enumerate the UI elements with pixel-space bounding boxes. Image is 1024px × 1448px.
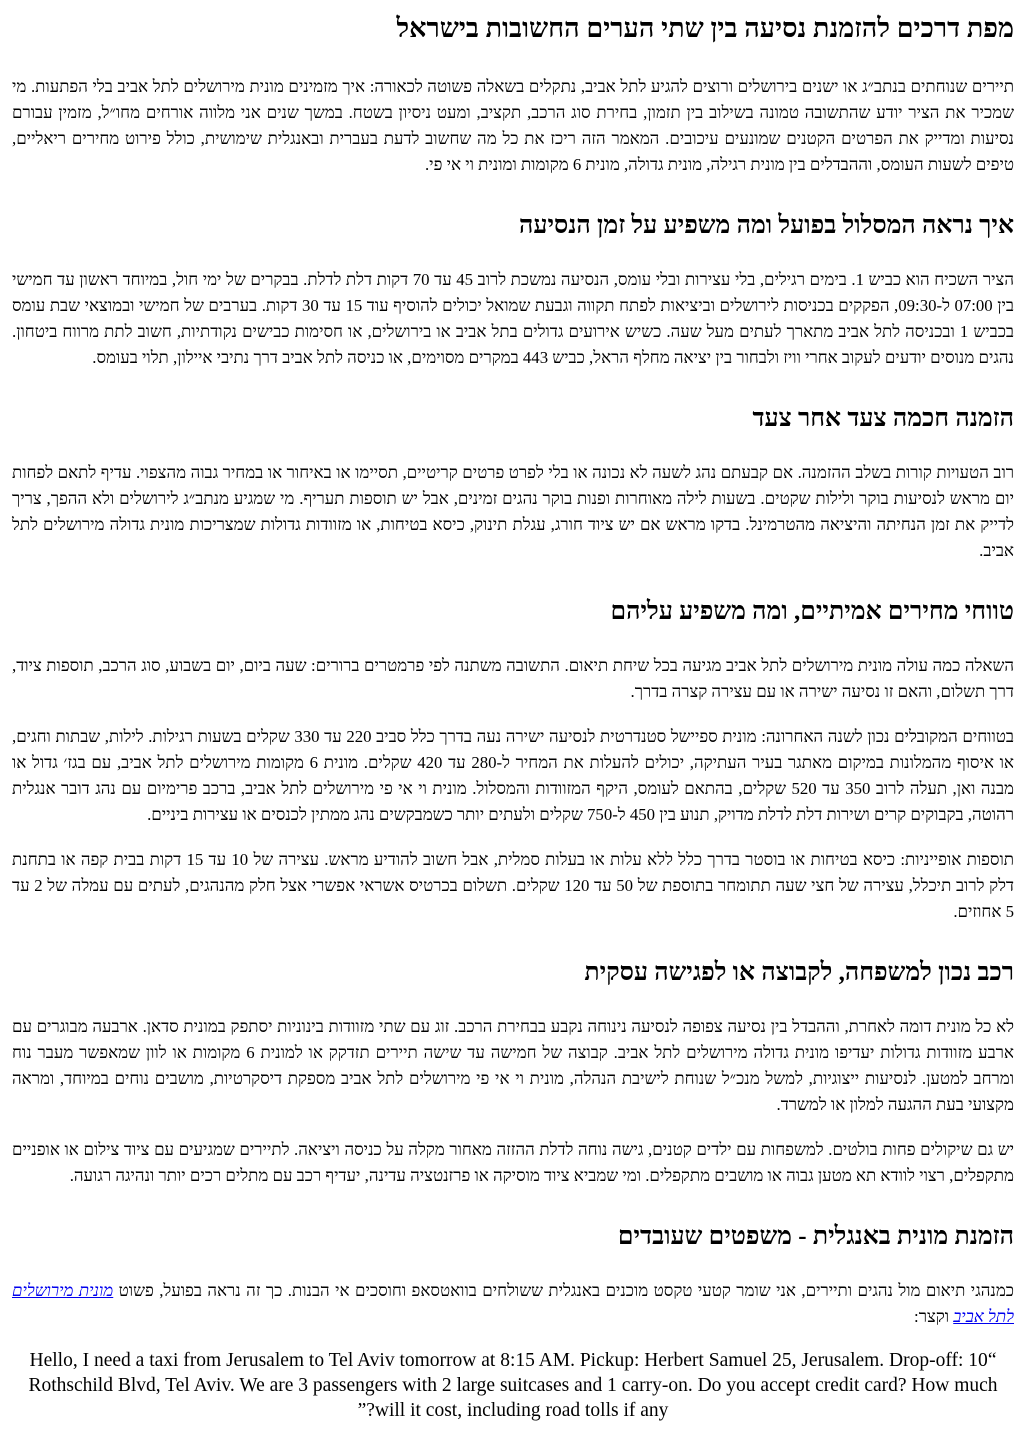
english-intro-text: כמנהגי תיאום מול נהגים ותיירים, אני שומר קטעי טקסט מוכנים באנגלית ששולחים בוואטסאפ וחוסכים אי הבנות. כך זה נראה בפועל, פשוט: [113, 1281, 1015, 1300]
section-heading: רכב נכון למשפחה, לקבוצה או לפגישה עסקית: [584, 959, 1014, 986]
english-quote: “Hello, I need a taxi from Jerusalem to Tel Aviv tomorrow at 8:15 AM. Pickup: Herbert Samuel 25, Jerusalem. Drop-off: 10 Rothschild Blvd, Tel Aviv. We are 3 passengers with 2 large suitcases and 1 carry-on. Do you accept credit card? How much will it cost, including road tolls if any?”: [28, 1350, 998, 1421]
section-heading: הזמנת מונית באנגלית - משפטים שעובדים: [617, 1223, 1014, 1250]
english-intro-paragraph: [12, 1278, 1014, 1330]
taxi-link[interactable]: מונית מירושלים לתל אביב: [12, 1281, 1014, 1326]
section-paragraph: רוב הטעויות קורות בשלב ההזמנה. אם קבעתם נהג לשעה לא נכונה או בלי לפרט פרטים קריטיים, תסיימו או באיחור או במחיר גבוה מהצפוי. עדיף לתאם לפחות יום מראש לנסיעות בוקר ולילות שקטים. בשעות לילה מאוחרות ופנות בוקר נהגים זמינים, אבל יש תוספות תעריף. מי שמגיע מנתב״ג לירושלים ולא ההפך, צריך לדייק את זמן הנחיתה והיציאה מהטרמינל. בדקו מראש אם יש ציוד חורג, עגלת תינוק, כיסא בטיחות, או מזוודות גדולות שמצריכות מונית גדולה מירושלים לתל אביב.: [12, 463, 1014, 560]
section-heading: הזמנה חכמה צעד אחר צעד: [752, 405, 1014, 432]
page-title: מפת דרכים להזמנת נסיעה בין שתי הערים החשובות בישראל: [396, 13, 1014, 43]
section-paragraph: תוספות אופייניות: כיסא בטיחות או בוסטר בדרך כלל ללא עלות או בעלות סמלית, אבל חשוב להודיע מראש. עצירה של 10 עד 15 דקות בבית קפה או בתחנת דלק לרוב תיכלל, עצירה של חצי שעה תתומחר בתוספת של 50 עד 120 שקלים. תשלום בכרטיס אשראי אפשרי אצל חלק מהנהגים, לעתים עם עמלה של 2 עד 5 אחוזים.: [12, 850, 1014, 921]
section-paragraph: לא כל מונית דומה לאחרת, וההבדל בין נסיעה צפופה לנסיעה נינוחה נקבע בבחירת הרכב. זוג עם שתי מזוודות בינוניות יסתפק במונית סדאן. ארבעה מבוגרים עם ארבע מזוודות גדולות יעדיפו מונית גדולה מירושלים לתל אביב. קבוצה של חמישה עד שישה תיירים תזדקק או למונית 6 מקומות או לוון שמאפשר מעבר נוח ומרחב למטען. לנסיעות ייצוגיות, למשל מנכ״ל שנוחת לישיבת הנהלה, מונית וי אי פי מירושלים לתל אביב מספקת דיסקרטיות, מושבים נוחים במיוחד, ומראה מקצועי בעת ההגעה למלון או למשרד.: [12, 1017, 1014, 1114]
section-english: [12, 1222, 1014, 1423]
section-route: [12, 211, 1014, 371]
section-prices: [12, 597, 1014, 925]
section-paragraph: בטווחים המקובלים נכון לשנה האחרונה: מונית ספיישל סטנדרטית לנסיעה ישירה נעה בדרך כלל סביב 220 עד 330 שקלים בשעות רגילות. לילות, שבתות וחגים, או איסוף מהמלונות במיקום מאתגר בעיר העתיקה, יכולים להעלות את המחיר ל-280 עד 420 שקלים. מונית 6 מקומות מירושלים לתל אביב, עם בגז׳ גדול או מבנה ואן, תעלה לרוב 350 עד 520 שקלים, בהתאם לעומס, היקף המזוודות והמסלול. מונית וי אי פי מירושלים לתל אביב, ברכב פרימיום עם נהג דובר אנגלית רהוטה, בקבוקים קרים ושירות דלת לדלת מדויק, תנוע בין 450 ל-750 שקלים ולעתים יותר כשמבקשים נהג ממתין לכנסים או עצירות ביניים.: [12, 727, 1014, 824]
section-paragraph: השאלה כמה עולה מונית מירושלים לתל אביב מגיעה בכל שיחת תיאום. התשובה משתנה לפי פרמטרים ברורים: שעה ביום, יום בשבוע, סוג הרכב, תוספות ציוד, דרך תשלום, והאם זו נסיעה ישירה או עם עצירה קצרה בדרך.: [12, 656, 1014, 701]
section-booking: [12, 404, 1014, 564]
section-paragraph: הציר השכיח הוא כביש 1. בימים רגילים, בלי עצירות ובלי עומס, הנסיעה נמשכת לרוב 45 עד 70 דקות דלת לדלת. בבקרים של ימי חול, במיוחד ראשון עד חמישי בין 07:00 ל-09:30, הפקקים בכניסות לירושלים וביציאות לפתח תקווה וגבעת שמואל יכולים להוסיף עוד 15 עד 30 דקות. בערבים של חמישי ובמוצאי שבת עומס בכביש 1 ובכניסה לתל אביב מתארך לעתים מעל שעה. כשיש אירועים גדולים בתל אביב או בירושלים, או חסימות כבישים נקודתיות, חשוב לתת מרווח ביטחון. נהגים מנוסים יודעים לעקוב אחרי וויז ולבחור בין יציאה מחלף הראל, כביש 443 במקרים מסוימים, או כניסה לתל אביב דרך נתיבי איילון, תלוי בעומס.: [12, 270, 1015, 367]
section-paragraph: יש גם שיקולים פחות בולטים. למשפחות עם ילדים קטנים, גישה נוחה לדלת ההזזה מאחור מקלה על כניסה ויציאה. לתיירים שמגיעים עם ציוד צילום או אופניים מתקפלים, רצוי לוודא תא מטען גבוה או מושבים מתקפלים. ומי שמביא ציוד מוסיקה או פרזנטציה עדינה, יעדיף רכב עם מתלים רכים יותר ונהיגה רגועה.: [12, 1140, 1014, 1185]
section-vehicle: [12, 958, 1014, 1189]
section-heading: טווחי מחירים אמיתיים, ומה משפיע עליהם: [610, 598, 1014, 625]
english-intro-tail: וקצר:: [914, 1307, 954, 1326]
intro-paragraph: תיירים שנוחתים בנתב״ג או ישנים בירושלים ורוצים להגיע לתל אביב, נתקלים בשאלה פשוטה לכאורה: איך מזמינים מונית מירושלים לתל אביב בלי הפתעות. מי שמכיר את הציר יודע שהתשובה טמונה בשילוב בין תזמון, בחירת סוג הרכב, תקציב, ומעט ניסיון בשטח. במשך שנים אני מלווה אורחים מחו״ל, מזמין עבורם נסיעות ומדייק את הפרטים הקטנים שמונעים עיכובים. המאמר הזה ריכז את כל מה שחשוב לדעת בעברית ובאנגלית שימושית, כולל פירוט מחירים ריאליים, טיפים לשעות העומס, וההבדלים בין מונית רגילה, מונית גדולה, מונית 6 מקומות ומונית וי אי פי.: [12, 77, 1014, 174]
section-heading: איך נראה המסלול בפועל ומה משפיע על זמן הנסיעה: [518, 212, 1014, 239]
